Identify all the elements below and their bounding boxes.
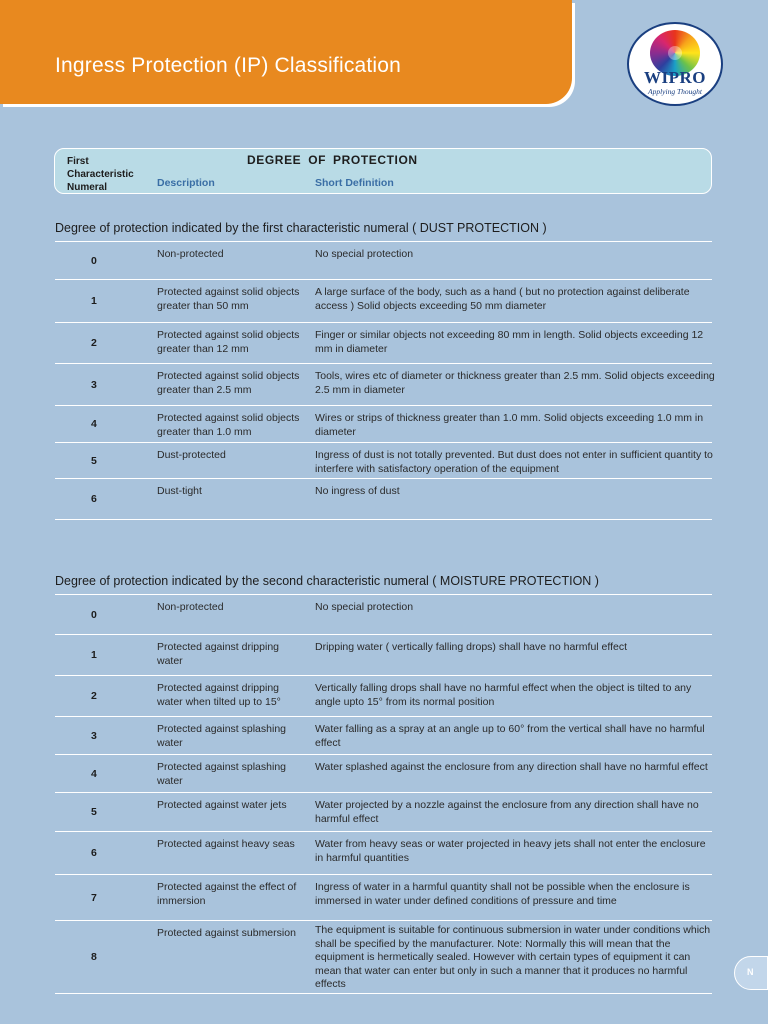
degree-of-protection-header: DEGREE OF PROTECTION xyxy=(247,153,418,167)
table-row xyxy=(55,363,715,405)
table-row xyxy=(55,874,712,920)
description: Protected against splashing water xyxy=(157,761,286,787)
table-row xyxy=(55,442,712,478)
numeral: 0 xyxy=(91,254,97,267)
short-definition: Dripping water ( vertically falling drops) shall have no harmful effect xyxy=(315,641,628,653)
dust-section-title: Degree of protection indicated by the first characteristic numeral ( DUST PROTECTION ) xyxy=(55,221,547,235)
moisture-section-title: Degree of protection indicated by the second characteristic numeral ( MOISTURE PROTECTION ) xyxy=(55,574,599,588)
description: Protected against splashing water xyxy=(157,723,286,749)
table-row xyxy=(55,279,712,322)
page-section-letter: N xyxy=(747,967,754,977)
numeral: 6 xyxy=(91,493,97,505)
numeral: 5 xyxy=(91,454,97,467)
logo-wordmark: WIPRO xyxy=(644,68,706,87)
description: Non-protected xyxy=(157,601,224,613)
short-definition: A large surface of the body, such as a hand ( but no protection against deliberate access ) Solid objects exceeding 50 mm diameter xyxy=(315,286,690,312)
numeral: 6 xyxy=(91,847,97,859)
short-definition: Ingress of dust is not totally prevented. But dust does not enter in sufficient quantity to interfere with satisfactory operation of the equipment xyxy=(315,449,713,475)
table-row xyxy=(55,792,712,831)
numeral: 3 xyxy=(91,729,97,742)
description: Dust-protected xyxy=(157,449,226,461)
table-row xyxy=(55,831,712,874)
numeral: 1 xyxy=(91,295,97,307)
page-section-tab xyxy=(734,956,768,990)
dust-protection-table xyxy=(55,241,715,520)
description: Non-protected xyxy=(157,248,224,260)
numeral: 4 xyxy=(91,767,97,780)
table-row xyxy=(55,716,712,754)
numeral: 2 xyxy=(91,690,97,702)
numeral: 0 xyxy=(91,608,97,621)
numeral: 2 xyxy=(91,337,97,349)
table-row xyxy=(55,634,712,675)
description-header: Description xyxy=(157,177,215,189)
table-row xyxy=(55,405,712,442)
short-definition: Finger or similar objects not exceeding 80 mm in length. Solid objects exceeding 12 mm in diameter xyxy=(315,329,704,355)
table-row xyxy=(55,322,712,363)
wipro-logo xyxy=(627,22,723,106)
description: Protected against dripping water xyxy=(157,641,279,667)
description: Protected against submersion xyxy=(157,927,296,939)
short-definition: Vertically falling drops shall have no harmful effect when the object is tilted to any angle upto 15° from its normal position xyxy=(315,682,692,708)
first-numeral-header: First Characteristic Numeral xyxy=(67,156,134,193)
table-row xyxy=(55,241,712,279)
description: Protected against heavy seas xyxy=(157,838,295,850)
short-definition: Water falling as a spray at an angle up to 60° from the vertical shall have no harmful effect xyxy=(315,723,705,749)
numeral: 1 xyxy=(91,649,97,661)
table-row xyxy=(55,478,712,520)
short-definition: Ingress of water in a harmful quantity shall not be possible when the enclosure is immersed in water under defined conditions of pressure and time xyxy=(315,881,690,907)
table-row xyxy=(55,675,712,716)
numeral: 4 xyxy=(91,418,97,430)
title-banner xyxy=(0,0,572,104)
numeral: 5 xyxy=(91,806,97,818)
moisture-protection-table xyxy=(55,594,712,994)
short-definition: Water from heavy seas or water projected in heavy jets shall not enter the enclosure in harmful quantities xyxy=(315,838,706,864)
logo-tagline: Applying Thought xyxy=(648,87,702,96)
short-definition: No special protection xyxy=(315,248,414,260)
numeral: 3 xyxy=(91,378,97,391)
description: Protected against solid objects greater than 1.0 mm xyxy=(157,412,300,438)
description: Protected against dripping water when tilted up to 15° xyxy=(157,682,281,708)
description: Protected against the effect of immersion xyxy=(157,881,297,907)
short-definition: The equipment is suitable for continuous submersion in water under conditions which shall be specified by the manufacturer. Note: Normally this will mean that the equipment is hermetically sealed. However with certain types of equipment it can mean that water can enter but only in such a manner that it produces no harmful effects xyxy=(315,924,711,990)
short-definition-header: Short Definition xyxy=(315,177,394,189)
table-row xyxy=(55,920,712,994)
table-row xyxy=(55,754,712,792)
short-definition: Water projected by a nozzle against the enclosure from any direction shall have no harmful effect xyxy=(315,799,699,825)
numeral: 7 xyxy=(91,891,97,904)
description: Protected against solid objects greater than 2.5 mm xyxy=(157,370,300,396)
column-header-box xyxy=(54,148,712,194)
short-definition: Tools, wires etc of diameter or thickness greater than 2.5 mm. Solid objects exceeding 2.5 mm in diameter xyxy=(315,370,715,396)
page-title: Ingress Protection (IP) Classification xyxy=(55,54,402,77)
short-definition: No special protection xyxy=(315,601,414,613)
short-definition: No ingress of dust xyxy=(315,485,400,497)
description: Protected against solid objects greater than 50 mm xyxy=(157,286,300,312)
description: Dust-tight xyxy=(157,485,202,497)
short-definition: Water splashed against the enclosure from any direction shall have no harmful effect xyxy=(315,761,708,773)
table-row xyxy=(55,594,712,634)
numeral: 8 xyxy=(91,951,97,963)
short-definition: Wires or strips of thickness greater than 1.0 mm. Solid objects exceeding 1.0 mm in diameter xyxy=(315,412,704,438)
description: Protected against solid objects greater than 12 mm xyxy=(157,329,300,355)
description: Protected against water jets xyxy=(157,799,287,811)
